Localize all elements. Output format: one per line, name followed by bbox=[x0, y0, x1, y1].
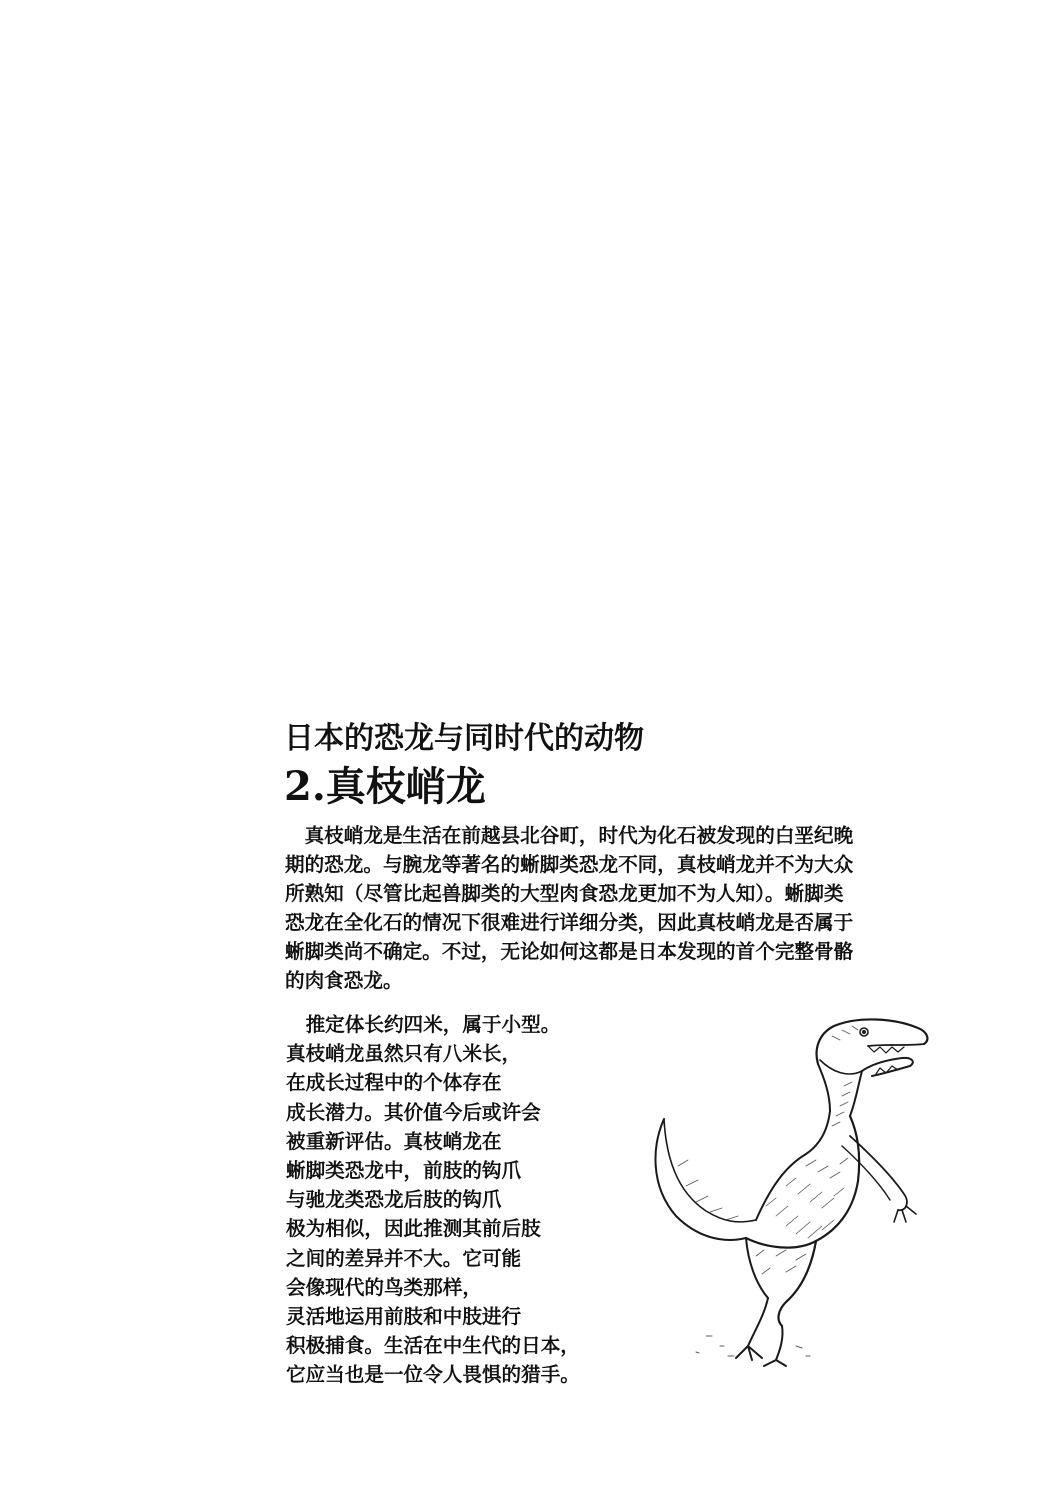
paragraph-line: 恐龙在全化石的情况下很难进行详细分类，因此真枝峭龙是否属于 bbox=[285, 911, 854, 934]
paragraph-line: 成长潜力。其价值今后或许会 bbox=[286, 1100, 541, 1124]
paragraph-line: 极为相似，因此推测其前后肢 bbox=[286, 1217, 541, 1241]
intro-paragraph bbox=[285, 821, 910, 995]
paragraph-line: 在成长过程中的个体存在 bbox=[286, 1071, 502, 1095]
paragraph-line: 之间的差异并不大。它可能 bbox=[286, 1246, 522, 1270]
paragraph-line: 它应当也是一位令人畏惧的猎手。 bbox=[286, 1363, 580, 1387]
paragraph-line: 蜥脚类尚不确定。不过，无论如何这都是日本发现的首个完整骨骼 bbox=[285, 940, 854, 963]
paragraph-line: 与驰龙类恐龙后肢的钩爪 bbox=[286, 1188, 502, 1212]
dinosaur-illustration bbox=[636, 1016, 952, 1368]
paragraph-line: 被重新评估。真枝峭龙在 bbox=[286, 1129, 502, 1153]
paragraph-line: 积极捕食。生活在中生代的日本， bbox=[286, 1334, 580, 1358]
paragraph-line: 期的恐龙。与腕龙等著名的蜥脚类恐龙不同，真枝峭龙并不为大众 bbox=[285, 853, 854, 876]
section-heading: 日本的恐龙与同时代的动物 bbox=[284, 721, 644, 756]
paragraph-line: 真枝峭龙虽然只有八米长， bbox=[286, 1042, 522, 1066]
paragraph-line: 灵活地运用前肢和中肢进行 bbox=[286, 1305, 522, 1329]
paragraph-line: 所熟知（尽管比起兽脚类的大型肉食恐龙更加不为人知）。蜥脚类 bbox=[285, 882, 844, 905]
body-paragraph bbox=[286, 1010, 626, 1390]
paragraph-line: 真枝峭龙是生活在前越县北谷町，时代为化石被发现的白垩纪晚 bbox=[285, 824, 854, 847]
paragraph-line: 会像现代的鸟类那样， bbox=[286, 1275, 482, 1299]
paragraph-line: 推定体长约四米，属于小型。 bbox=[286, 1013, 561, 1036]
paragraph-line: 的肉食恐龙。 bbox=[285, 969, 403, 992]
paragraph-line: 蜥脚类恐龙中，前肢的钩爪 bbox=[286, 1159, 522, 1183]
article-title: 2.真枝峭龙 bbox=[284, 763, 486, 810]
